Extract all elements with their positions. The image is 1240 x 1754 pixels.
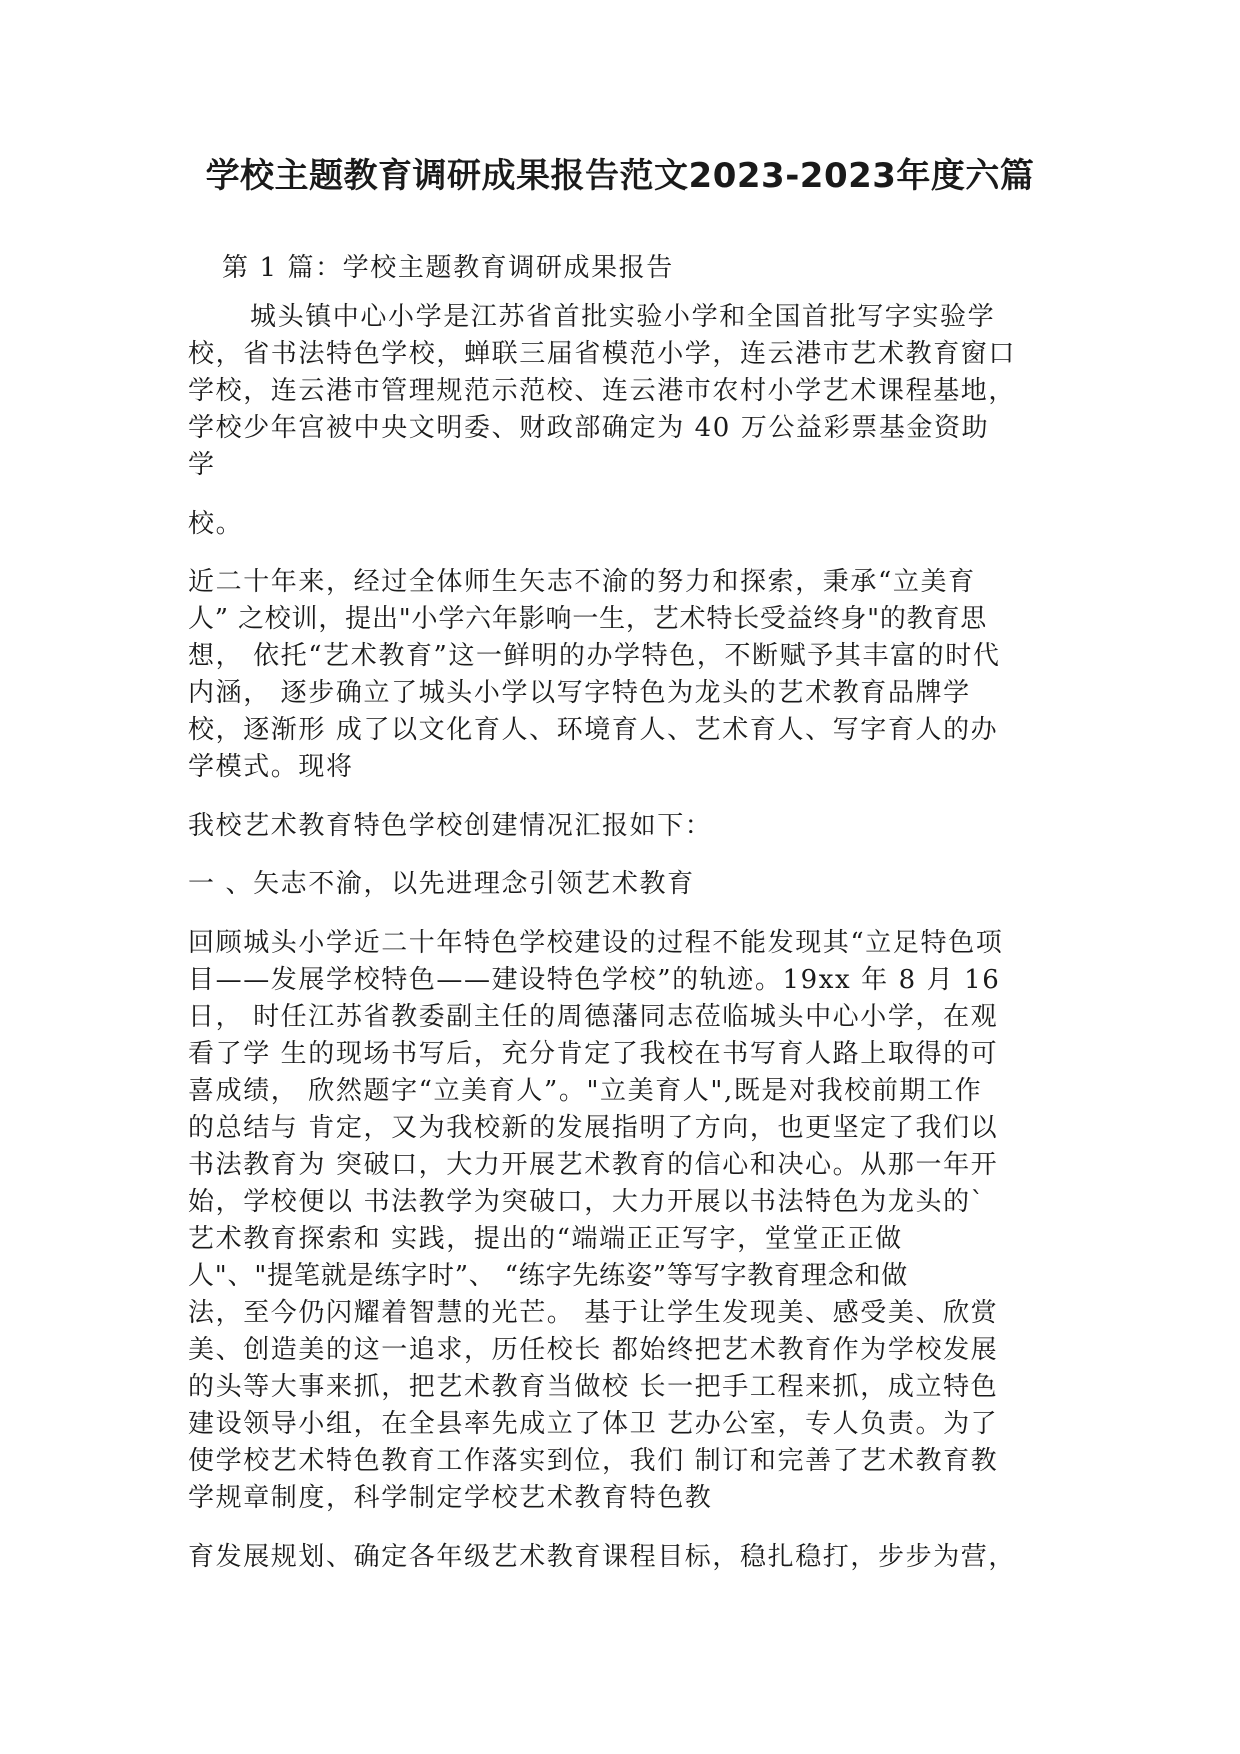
subheading: 一 、矢志不渝，以先进理念引领艺术教育 [188, 869, 695, 899]
paragraph-line: 城头镇中心小学是江苏省首批实验小学和全国首批写字实验学 [250, 302, 996, 332]
paragraph-line: 目——发展学校特色——建设特色学校”的轨迹。19xx 年 8 月 16 [188, 965, 1001, 995]
paragraph-line: 学模式。现将 [188, 752, 354, 782]
paragraph-line: 学规章制度，科学制定学校艺术教育特色教 [188, 1483, 713, 1513]
paragraph-line: 法，至今仍闪耀着智慧的光芒。 基于让学生发现美、感受美、欣赏 [188, 1298, 999, 1328]
paragraph-line: 回顾城头小学近二十年特色学校建设的过程不能发现其“立足特色项 [188, 928, 1004, 958]
paragraph-line: 喜成绩， 欣然题字“立美育人”。"立美育人",既是对我校前期工作 [188, 1076, 983, 1106]
paragraph-line: 校，省书法特色学校，蝉联三届省模范小学，连云港市艺术教育窗口 [188, 339, 1017, 369]
paragraph-line: 育发展规划、确定各年级艺术教育课程目标，稳扎稳打，步步为营， [188, 1542, 1017, 1572]
paragraph-line: 始，学校便以 书法教学为突破口，大力开展以书法特色为龙头的` [188, 1187, 986, 1217]
paragraph-line: 校。 [188, 509, 244, 539]
section-heading: 第 1 篇：学校主题教育调研成果报告 [222, 253, 674, 283]
document-title: 学校主题教育调研成果报告范文2023-2023年度六篇 [205, 156, 1035, 196]
paragraph-line: 使学校艺术特色教育工作落实到位，我们 制订和完善了艺术教育教 [188, 1446, 999, 1476]
paragraph-line: 学 [188, 450, 216, 480]
paragraph-line: 日， 时任江苏省教委副主任的周德藩同志莅临城头中心小学，在观 [188, 1002, 999, 1032]
paragraph-line: 想， 依托“艺术教育”这一鲜明的办学特色，不断赋予其丰富的时代 [188, 641, 1001, 671]
paragraph-line: 的头等大事来抓，把艺术教育当做校 长一把手工程来抓，成立特色 [188, 1372, 999, 1402]
paragraph-line: 校，逐渐形 成了以文化育人、环境育人、艺术育人、写字育人的办 [188, 715, 999, 745]
paragraph-line: 近二十年来，经过全体师生矢志不渝的努力和探索，秉承“立美育 [188, 567, 976, 597]
paragraph-line: 人” 之校训，提出"小学六年影响一生，艺术特长受益终身"的教育思 [188, 604, 988, 634]
paragraph-line: 学校，连云港市管理规范示范校、连云港市农村小学艺术课程基地， [188, 376, 1017, 406]
paragraph-line: 看了学 生的现场书写后，充分肯定了我校在书写育人路上取得的可 [188, 1039, 999, 1069]
paragraph-line: 学校少年宫被中央文明委、财政部确定为 40 万公益彩票基金资助 [188, 413, 990, 443]
paragraph-line: 人"、"提笔就是练字时”、 “练字先练姿”等写字教育理念和做 [188, 1261, 909, 1291]
paragraph-line: 建设领导小组，在全县率先成立了体卫 艺办公室，专人负责。为了 [188, 1409, 999, 1439]
paragraph-line: 美、创造美的这一追求，历任校长 都始终把艺术教育作为学校发展 [188, 1335, 999, 1365]
paragraph-line: 我校艺术教育特色学校创建情况汇报如下： [188, 811, 713, 841]
paragraph-line: 的总结与 肯定，又为我校新的发展指明了方向，也更坚定了我们以 [188, 1113, 999, 1143]
paragraph-line: 书法教育为 突破口，大力开展艺术教育的信心和决心。从那一年开 [188, 1150, 999, 1180]
paragraph-line: 内涵， 逐步确立了城头小学以写字特色为龙头的艺术教育品牌学 [188, 678, 971, 708]
paragraph-line: 艺术教育探索和 实践，提出的“端端正正写字，堂堂正正做 [188, 1224, 903, 1254]
